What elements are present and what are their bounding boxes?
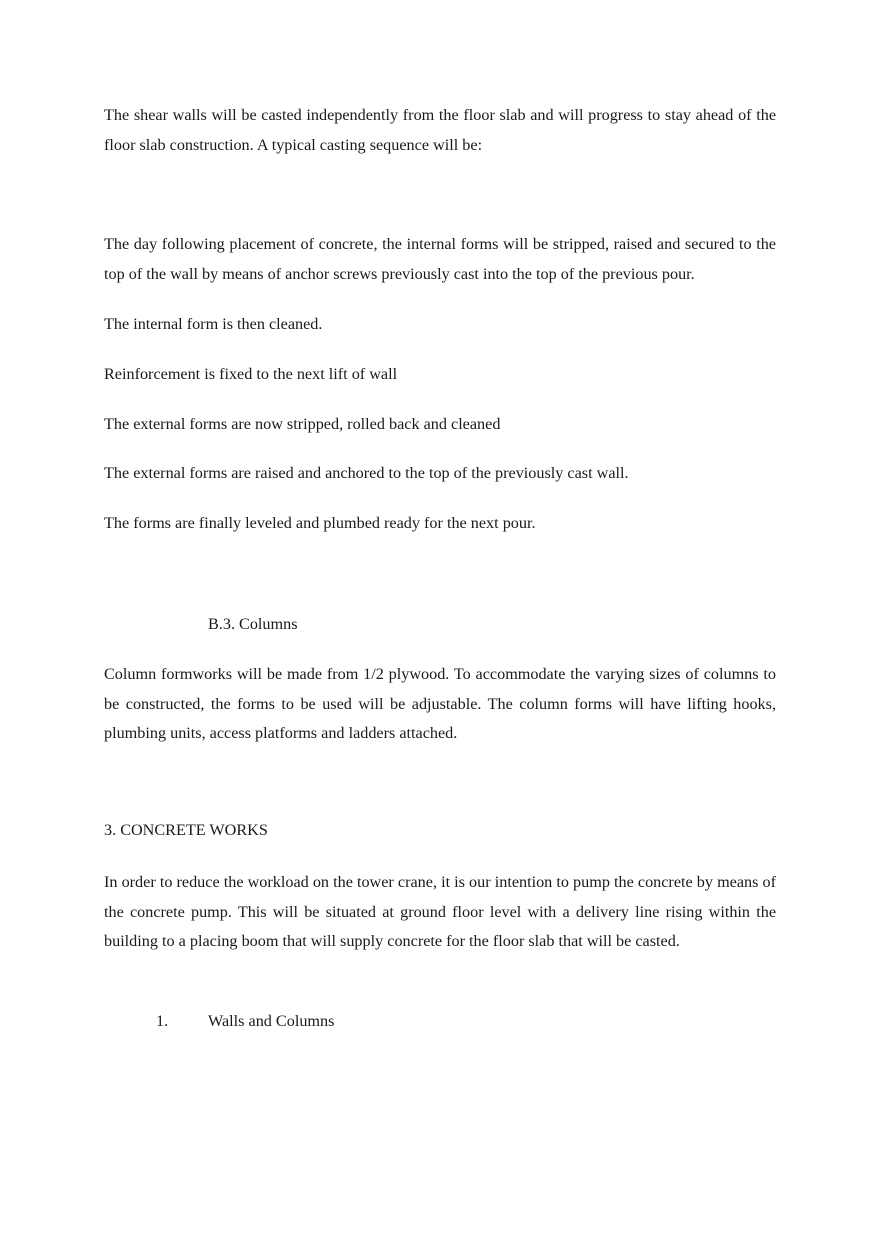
columns-paragraph: Column formworks will be made from 1/2 plywood. To accommodate the varying sizes of columns to be constructed, the forms to be used will be adjustable. The column forms will have lifting hooks, plumbing units, access platforms and ladders attached.: [104, 665, 776, 743]
concrete-works-heading: 3. CONCRETE WORKS: [104, 821, 268, 839]
concrete-paragraph: In order to reduce the workload on the tower crane, it is our intention to pump the concrete by means of the concrete pump. This will be situated at ground floor level with a delivery line rising within the building to a placing boom that will supply concrete for the floor slab that will be casted.: [104, 873, 776, 951]
intro-paragraph: The shear walls will be casted independently from the floor slab and will progress to stay ahead of the floor slab construction. A typical casting sequence will be:: [104, 106, 776, 154]
sequence-step-4: The external forms are now stripped, rolled back and cleaned: [104, 415, 501, 433]
sequence-step-3: Reinforcement is fixed to the next lift of wall: [104, 365, 398, 383]
sequence-step-2: The internal form is then cleaned.: [104, 315, 323, 333]
list-item-number: 1.: [156, 1012, 169, 1030]
sequence-step-5: The external forms are raised and anchored to the top of the previously cast wall.: [104, 464, 629, 482]
sequence-step-6: The forms are finally leveled and plumbed ready for the next pour.: [104, 514, 536, 532]
columns-heading: B.3. Columns: [208, 615, 298, 633]
list-item-walls-columns: [156, 1007, 334, 1037]
list-item-label: Walls and Columns: [208, 1012, 335, 1030]
sequence-step-1: The day following placement of concrete, the internal forms will be stripped, raised and secured to the top of the wall by means of anchor screws previously cast into the top of the previous pour.: [104, 235, 776, 283]
